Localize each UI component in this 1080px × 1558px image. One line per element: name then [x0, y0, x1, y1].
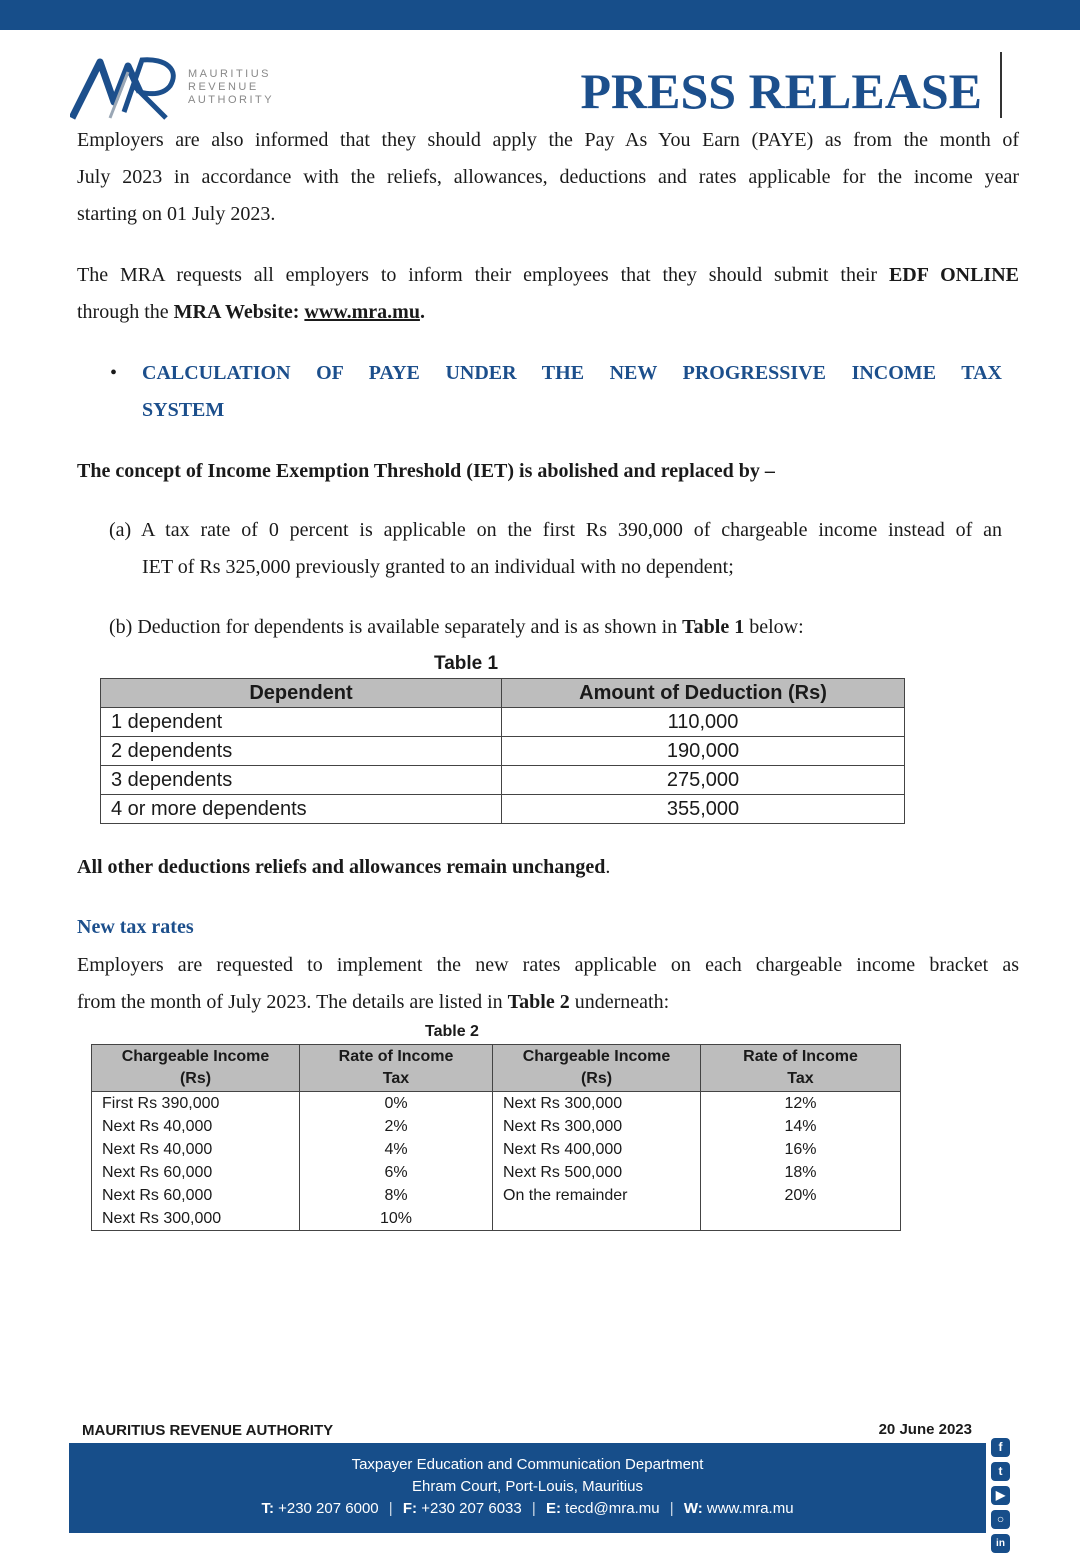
clause-a	[109, 512, 1002, 586]
table-cell: 0%	[300, 1092, 493, 1116]
linkedin-icon[interactable]: in	[991, 1534, 1010, 1553]
table-header-cell	[701, 1045, 901, 1092]
bullet-icon: •	[110, 362, 118, 384]
separator: |	[388, 1500, 393, 1517]
dependents-table	[100, 678, 905, 824]
email-link[interactable]: tecd@mra.mu	[560, 1500, 660, 1517]
header-line: Chargeable Income	[522, 1048, 671, 1065]
header-line: (Rs)	[179, 1070, 212, 1087]
table-cell: 2 dependents	[101, 737, 502, 766]
social-icons	[991, 1438, 1015, 1558]
table-cell: 14%	[701, 1115, 901, 1138]
new-rates-paragraph	[77, 947, 1019, 1021]
header-line: Tax	[382, 1070, 410, 1087]
footer-bar	[69, 1443, 986, 1533]
table2-caption: Table 2	[425, 1023, 479, 1040]
table-row	[92, 1184, 901, 1207]
clause-a-line: IET of Rs 325,000 previously granted to an individual with no dependent;	[142, 556, 734, 578]
mra-logo-mark-icon	[70, 52, 190, 122]
logo-text-line: MAURITIUS	[188, 68, 271, 80]
footer-org-name: MAURITIUS REVENUE AUTHORITY	[82, 1422, 334, 1439]
fax-value: +230 207 6033	[417, 1500, 522, 1517]
header-line: Chargeable Income	[121, 1048, 270, 1065]
edf-line	[77, 294, 1019, 331]
table-cell: Next Rs 500,000	[493, 1161, 701, 1184]
paye-heading-line: SYSTEM	[142, 399, 225, 421]
header-line: (Rs)	[580, 1070, 613, 1087]
tax-rates-table	[91, 1044, 901, 1231]
header-line: Tax	[787, 1070, 814, 1087]
clause-b-text: (b) Deduction for dependents is available separately and is as shown in	[109, 616, 683, 638]
table-cell: 12%	[701, 1092, 901, 1116]
table-header-cell	[300, 1045, 493, 1092]
mra-website-link[interactable]: www.mra.mu	[304, 301, 420, 323]
logo-text-line: REVENUE	[188, 81, 259, 93]
table-row	[92, 1161, 901, 1184]
email-label: E:	[545, 1500, 561, 1517]
new-rates-line: Employers are requested to implement the new rates applicable on each chargeable income bracket as	[77, 954, 1019, 976]
concept-heading: The concept of Income Exemption Threshold (IET) is abolished and replaced by –	[77, 460, 775, 482]
separator: |	[531, 1500, 536, 1517]
mra-website-label: MRA Website:	[173, 301, 305, 323]
table-row	[101, 737, 905, 766]
header-line: Rate of Income	[743, 1048, 858, 1065]
table-cell	[493, 1207, 701, 1231]
other-deductions-period: .	[605, 856, 611, 878]
table-cell: Next Rs 400,000	[493, 1138, 701, 1161]
edf-text: through the	[77, 301, 174, 323]
table-header-cell	[493, 1045, 701, 1092]
fax-label: F:	[402, 1500, 418, 1517]
table-cell: 20%	[701, 1184, 901, 1207]
table-cell: Next Rs 40,000	[92, 1115, 300, 1138]
header-line: Rate of Income	[338, 1048, 454, 1065]
intro-line: Employers are also informed that they should apply the Pay As You Earn (PAYE) as from the month of	[77, 129, 1019, 151]
logo-text	[188, 68, 274, 107]
table-cell: Next Rs 60,000	[92, 1161, 300, 1184]
footer-contacts	[69, 1498, 986, 1520]
table-row	[92, 1115, 901, 1138]
table-row	[101, 708, 905, 737]
other-deductions-note	[77, 849, 1019, 886]
table-cell: 8%	[300, 1184, 493, 1207]
footer-date: 20 June 2023	[878, 1421, 972, 1438]
table-header-cell: Amount of Deduction (Rs)	[502, 679, 905, 708]
phone-value: +230 207 6000	[273, 1500, 379, 1517]
other-deductions-text: All other deductions reliefs and allowances remain unchanged	[77, 856, 606, 878]
table-cell: 4%	[300, 1138, 493, 1161]
table-header-cell	[92, 1045, 300, 1092]
table1-caption: Table 1	[434, 653, 499, 674]
clause-b-table-ref: Table 1	[682, 616, 745, 638]
edf-paragraph	[77, 257, 1019, 331]
new-tax-rates-heading: New tax rates	[77, 916, 194, 938]
mra-logo	[70, 52, 290, 122]
web-label: W:	[683, 1500, 703, 1517]
table-cell: 110,000	[502, 708, 905, 737]
phone-label: T:	[261, 1500, 274, 1517]
table-cell: 6%	[300, 1161, 493, 1184]
facebook-icon[interactable]: f	[991, 1438, 1010, 1457]
footer-dept: Taxpayer Education and Communication Department	[351, 1456, 704, 1473]
clause-b	[109, 609, 1002, 646]
new-rates-text: underneath:	[569, 991, 670, 1013]
table-cell: 190,000	[502, 737, 905, 766]
logo-text-line: AUTHORITY	[188, 94, 275, 106]
edf-text: The MRA requests all employers to inform their employees that they should submit their	[77, 264, 889, 286]
table-cell: 3 dependents	[101, 766, 502, 795]
table-row	[101, 795, 905, 824]
edf-online-text: EDF ONLINE	[888, 264, 1019, 286]
table-cell: Next Rs 300,000	[493, 1092, 701, 1116]
table-header-row	[92, 1045, 901, 1092]
top-bar	[0, 0, 1080, 30]
edf-period: .	[419, 301, 425, 323]
clause-b-text: below:	[744, 616, 804, 638]
new-rates-text: from the month of July 2023. The details are listed in	[77, 991, 508, 1013]
footer-address: Ehram Court, Port-Louis, Mauritius	[412, 1478, 643, 1495]
intro-paragraph	[77, 122, 1019, 233]
title-divider	[1000, 52, 1002, 118]
table-cell: On the remainder	[493, 1184, 701, 1207]
instagram-icon[interactable]: ○	[991, 1510, 1010, 1529]
new-rates-table-ref: Table 2	[507, 991, 570, 1013]
table-cell: 2%	[300, 1115, 493, 1138]
youtube-icon[interactable]: ▶	[991, 1486, 1010, 1505]
table-cell: 18%	[701, 1161, 901, 1184]
web-link[interactable]: www.mra.mu	[702, 1500, 794, 1517]
clause-a-line: (a) A tax rate of 0 percent is applicable on the first Rs 390,000 of chargeable income instead of an	[109, 519, 1002, 541]
table-header-cell: Dependent	[101, 679, 502, 708]
edf-line	[77, 257, 1019, 294]
twitter-icon[interactable]: t	[991, 1462, 1010, 1481]
table-cell: 275,000	[502, 766, 905, 795]
table-cell	[701, 1207, 901, 1231]
intro-line: starting on 01 July 2023.	[77, 203, 276, 225]
table-cell: 4 or more dependents	[101, 795, 502, 824]
table-row	[92, 1138, 901, 1161]
intro-line: July 2023 in accordance with the reliefs, allowances, deductions and rates applicable for the income year	[77, 166, 1019, 188]
table-cell: Next Rs 300,000	[92, 1207, 300, 1231]
table-row	[101, 766, 905, 795]
table-header-row	[101, 679, 905, 708]
table-cell: 355,000	[502, 795, 905, 824]
table-row	[92, 1092, 901, 1116]
table-cell: 1 dependent	[101, 708, 502, 737]
table-row	[92, 1207, 901, 1231]
table-cell: 10%	[300, 1207, 493, 1231]
new-rates-line	[77, 984, 1019, 1021]
table-cell: Next Rs 40,000	[92, 1138, 300, 1161]
table-cell: Next Rs 300,000	[493, 1115, 701, 1138]
paye-heading	[142, 355, 1002, 429]
table-cell: Next Rs 60,000	[92, 1184, 300, 1207]
press-release-title: PRESS RELEASE	[580, 63, 982, 119]
table-cell: First Rs 390,000	[92, 1092, 300, 1116]
table-cell: 16%	[701, 1138, 901, 1161]
paye-heading-line: CALCULATION OF PAYE UNDER THE NEW PROGRESSIVE INCOME TAX	[142, 362, 1002, 384]
separator: |	[669, 1500, 674, 1517]
